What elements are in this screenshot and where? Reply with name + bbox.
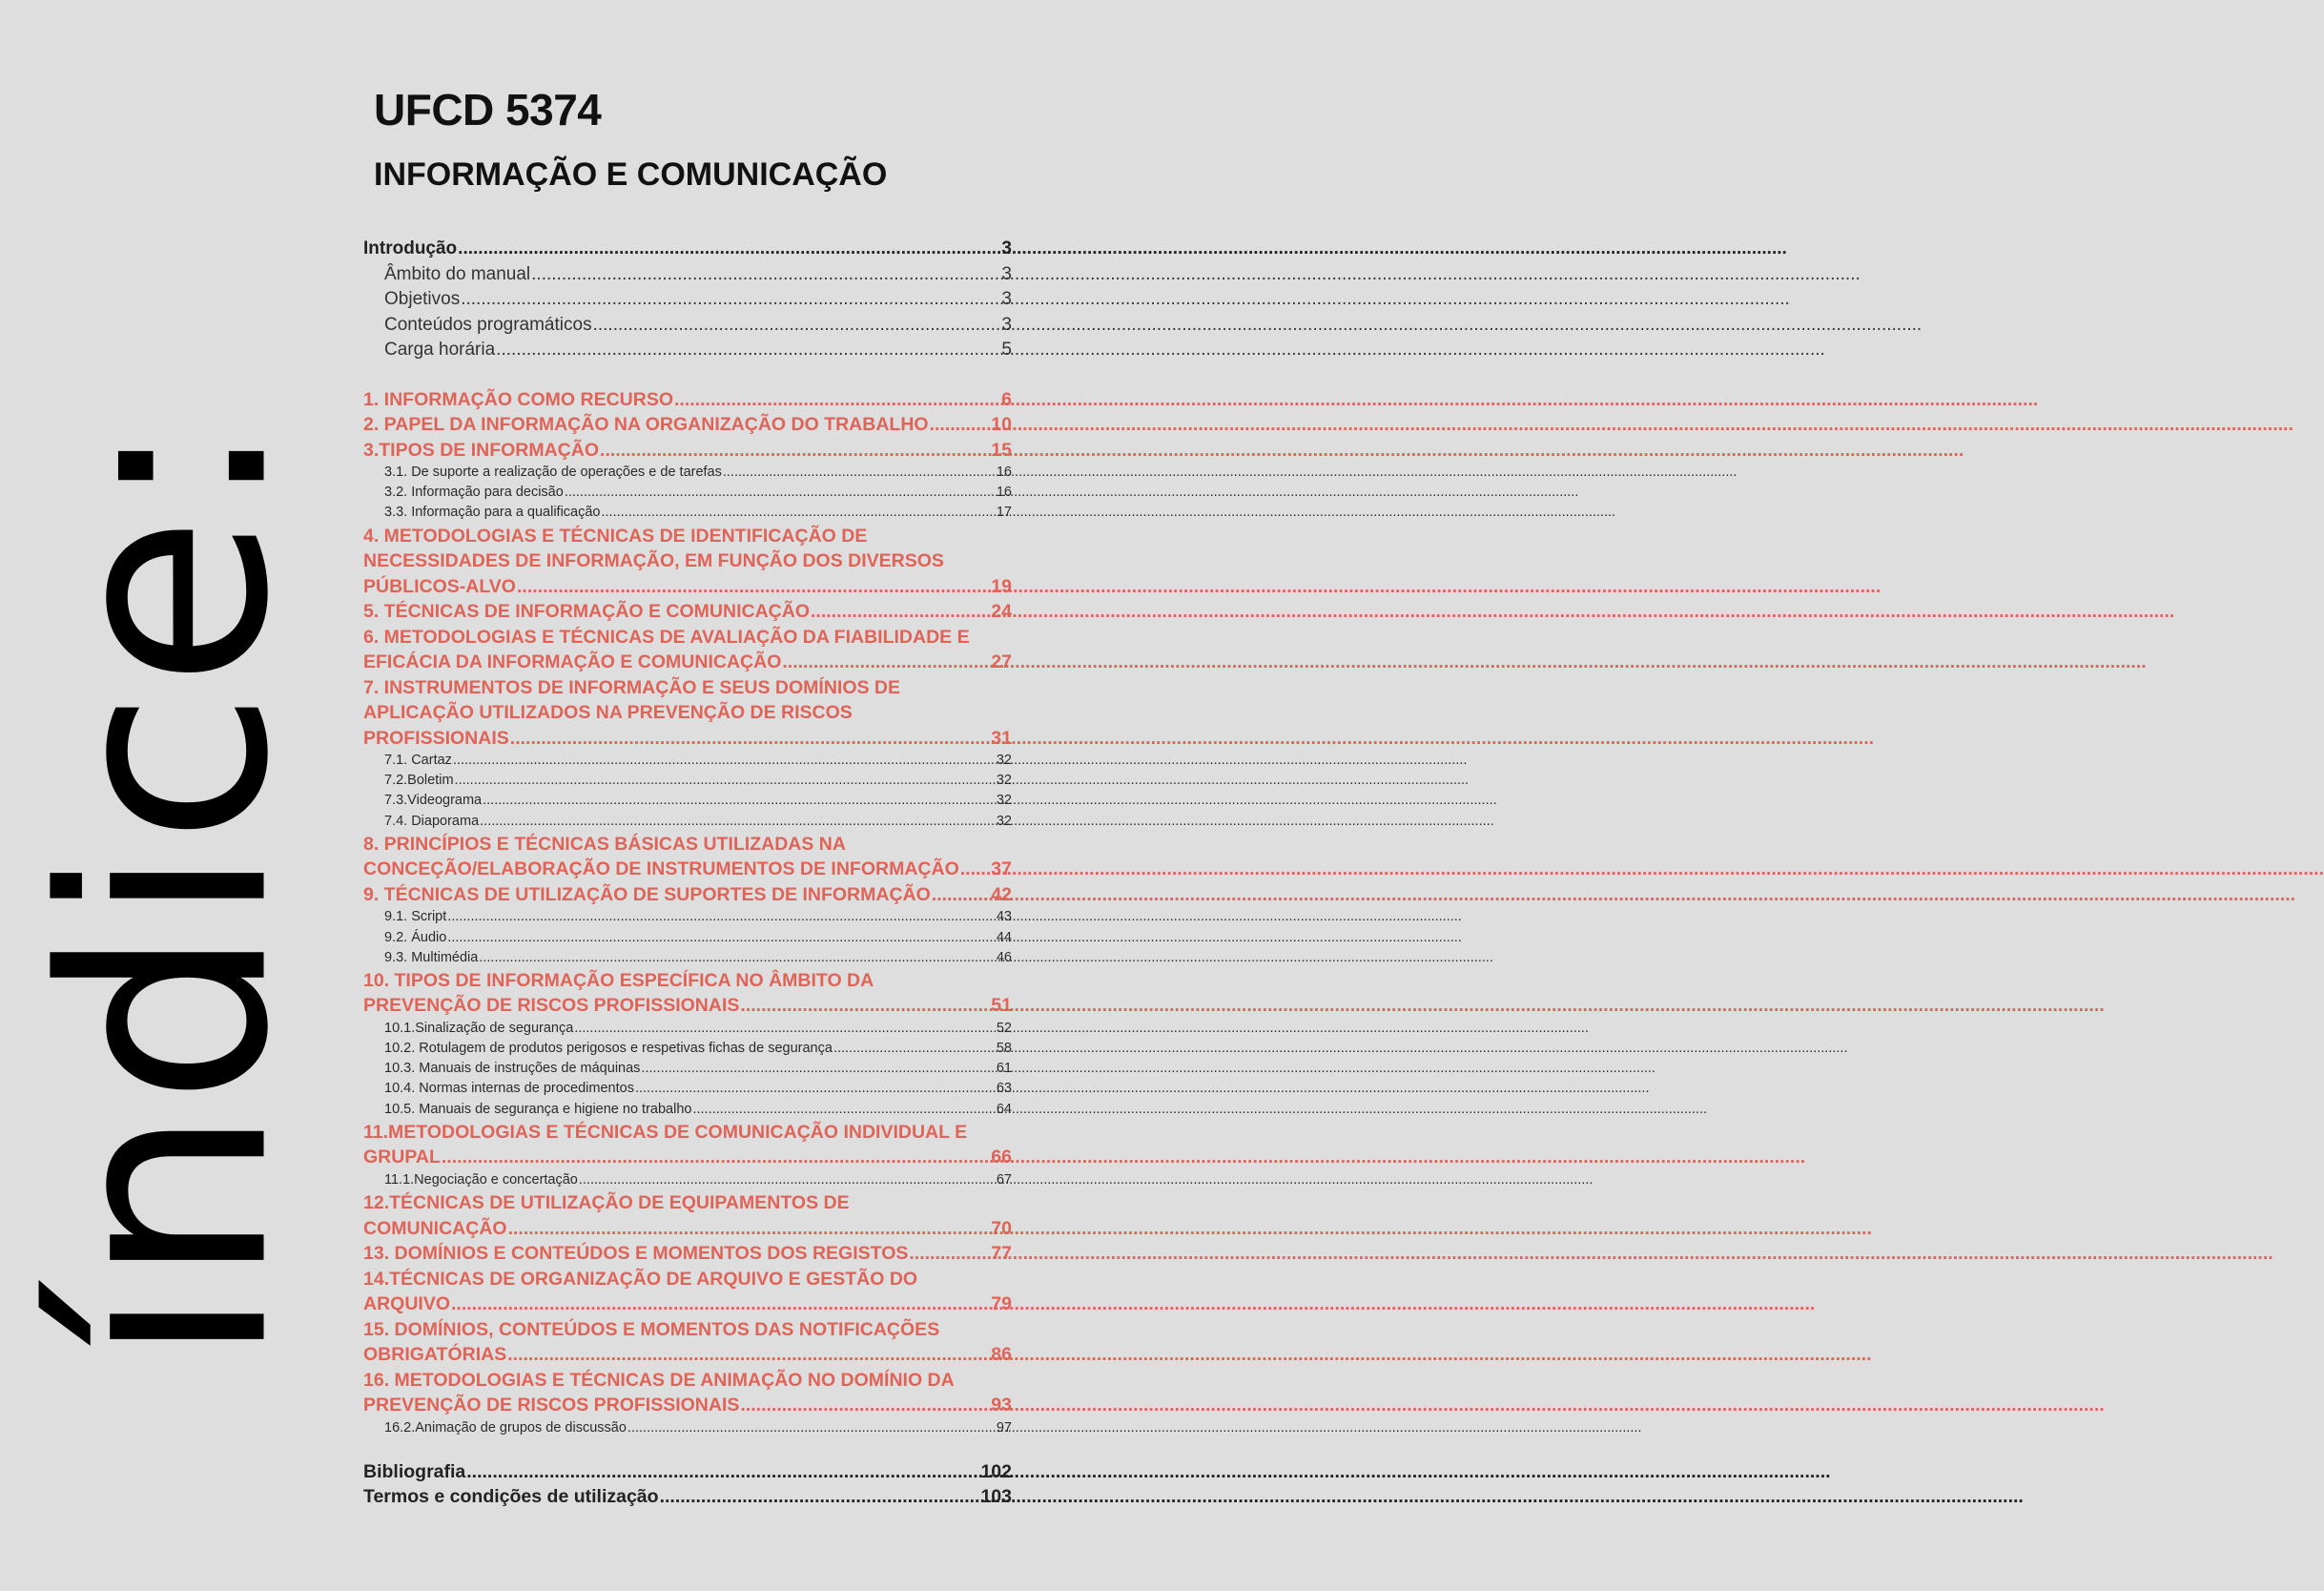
dot-leader <box>627 1418 996 1438</box>
chapter-title-line: 12.TÉCNICAS DE UTILIZAÇÃO DE EQUIPAMENTOS DE <box>363 1192 850 1213</box>
toc-entry-label: 11.1.Negociação e concertação <box>384 1171 578 1188</box>
dot-leader <box>909 1241 990 1267</box>
toc-entry-label: 2. PAPEL DA INFORMAÇÃO NA ORGANIZAÇÃO DO TRABALHO <box>363 414 929 435</box>
toc-entry-label: 3.TIPOS DE INFORMAÇÃO <box>363 439 600 461</box>
chapter-title-row <box>363 1241 1012 1267</box>
toc-entry-label: PREVENÇÃO DE RISCOS PROFISSIONAIS <box>363 1395 740 1415</box>
toc-page-number: 17 <box>996 505 1012 521</box>
toc-entry-label: COMUNICAÇÃO <box>363 1217 507 1239</box>
dot-leader <box>517 574 990 600</box>
toc-page-number: 3 <box>1001 314 1012 335</box>
course-code: UFCD 5374 <box>374 85 602 134</box>
toc-chapter[interactable] <box>363 524 1012 600</box>
toc-page-number: 102 <box>980 1460 1012 1482</box>
chapter-title-row <box>363 438 1012 464</box>
toc-entry-label: Bibliografia <box>363 1460 466 1482</box>
toc-page-number: 70 <box>991 1217 1012 1239</box>
dot-leader <box>574 1019 996 1039</box>
toc-page-number: 77 <box>991 1243 1012 1264</box>
toc-entry-label: GRUPAL <box>363 1147 441 1168</box>
toc-page-number: 58 <box>996 1041 1012 1057</box>
toc-chapter[interactable] <box>363 968 1012 1019</box>
dot-leader <box>442 1145 990 1170</box>
dot-leader <box>600 438 990 464</box>
toc-entry-label: ARQUIVO <box>363 1293 451 1314</box>
dot-leader <box>565 483 996 503</box>
dot-leader <box>496 338 1000 363</box>
toc-page-number: 27 <box>991 651 1012 673</box>
toc-subentry[interactable] <box>363 771 1012 791</box>
dot-leader <box>740 1393 990 1418</box>
toc-subentry[interactable] <box>363 287 1012 313</box>
toc-entry-label: 10.1.Sinalização de segurança <box>384 1020 574 1036</box>
intro-subentries <box>363 262 1012 363</box>
chapter-title-line: 7. INSTRUMENTOS DE INFORMAÇÃO E SEUS DOMÍNIOS DE <box>363 676 901 698</box>
toc-entry-back-matter[interactable] <box>363 1459 1012 1485</box>
toc-page-number: 6 <box>1001 388 1012 410</box>
toc-entry-label: 7.1. Cartaz <box>384 753 452 769</box>
toc-page-number: 19 <box>991 575 1012 597</box>
toc-chapter[interactable] <box>363 387 1012 413</box>
toc-entry-back-matter[interactable] <box>363 1484 1012 1510</box>
toc-page-number: 44 <box>996 929 1012 945</box>
chapter-title-row <box>363 1216 1012 1242</box>
chapter-title-row <box>363 993 1012 1019</box>
dot-leader <box>593 313 1001 339</box>
dot-leader <box>579 1170 996 1190</box>
toc-entry-label: 3.3. Informação para a qualificação <box>384 505 601 521</box>
toc-entry-label: 3.1. De suporte a realização de operações e de tarefas <box>384 465 722 480</box>
toc-chapter[interactable] <box>363 438 1012 464</box>
toc-entry-label: PREVENÇÃO DE RISCOS PROFISSIONAIS <box>363 995 740 1017</box>
toc-entry-label: Carga horária <box>384 340 496 360</box>
toc-entry-label: 9. TÉCNICAS DE UTILIZAÇÃO DE SUPORTES DE INFORMAÇÃO <box>363 883 931 905</box>
toc-entry-label: EFICÁCIA DA INFORMAÇÃO E COMUNICAÇÃO <box>363 651 782 673</box>
toc-subentry[interactable] <box>363 751 1012 771</box>
dot-leader <box>447 907 996 927</box>
toc-entry-label: 7.4. Diaporama <box>384 813 480 829</box>
toc-subentry[interactable] <box>363 812 1012 832</box>
toc-entry-label: 5. TÉCNICAS DE INFORMAÇÃO E COMUNICAÇÃO <box>363 601 811 623</box>
dot-leader <box>674 387 1000 413</box>
toc-subentry[interactable] <box>363 313 1012 339</box>
table-of-contents <box>363 237 1012 1510</box>
dot-leader <box>466 1459 979 1485</box>
toc-subentry[interactable] <box>363 1059 1012 1079</box>
toc-page-number: 32 <box>996 793 1012 809</box>
chapter-title-row <box>363 1291 1012 1317</box>
dot-leader <box>692 1100 995 1120</box>
toc-entry-label: Introdução <box>363 238 458 258</box>
chapter-title-line: APLICAÇÃO UTILIZADOS NA PREVENÇÃO DE RISCOS <box>363 702 853 724</box>
toc-entry-label: Conteúdos programáticos <box>384 314 592 335</box>
toc-chapter[interactable] <box>363 1267 1012 1317</box>
toc-subentry[interactable] <box>363 483 1012 503</box>
dot-leader <box>510 726 991 752</box>
toc-page-number: 97 <box>996 1419 1012 1436</box>
chapter-title-line: 6. METODOLOGIAS E TÉCNICAS DE AVALIAÇÃO DA FIABILIDADE E <box>363 626 970 648</box>
toc-entry-label: PÚBLICOS-ALVO <box>363 575 516 597</box>
toc-chapter[interactable] <box>363 882 1012 908</box>
toc-entry-label: 3.2. Informação para decisão <box>384 485 564 501</box>
dot-leader <box>531 262 1000 288</box>
toc-page-number: 16 <box>996 465 1012 480</box>
toc-page-number: 63 <box>996 1081 1012 1097</box>
chapter-title-line: 14.TÉCNICAS DE ORGANIZAÇÃO DE ARQUIVO E GESTÃO DO <box>363 1268 918 1290</box>
toc-subentry[interactable] <box>363 1019 1012 1039</box>
toc-page-number: 46 <box>996 949 1012 965</box>
toc-entry-label: 16.2.Animação de grupos de discussão <box>384 1419 627 1436</box>
toc-entry-label: Termos e condições de utilização <box>363 1486 659 1508</box>
dot-leader <box>458 237 1000 262</box>
toc-subentry[interactable] <box>363 907 1012 927</box>
dot-leader <box>451 1291 990 1317</box>
dot-leader <box>602 503 996 523</box>
chapter-title-row <box>363 387 1012 413</box>
chapter-title-line: 10. TIPOS DE INFORMAÇÃO ESPECÍFICA NO ÂMBITO DA <box>363 969 874 991</box>
toc-subentry[interactable] <box>363 1418 1012 1438</box>
toc-chapter[interactable] <box>363 1120 1012 1170</box>
toc-entry-label: 13. DOMÍNIOS E CONTEÚDOS E MOMENTOS DOS REGISTOS <box>363 1243 909 1264</box>
toc-entry-label: Âmbito do manual <box>384 263 531 284</box>
toc-page-number: 103 <box>980 1486 1012 1508</box>
toc-chapter[interactable] <box>363 1190 1012 1241</box>
toc-subentry[interactable] <box>363 503 1012 523</box>
chapter-title-row <box>363 726 1012 752</box>
dot-leader <box>480 812 996 832</box>
toc-page-number: 67 <box>996 1171 1012 1188</box>
toc-page-number: 37 <box>991 858 1012 880</box>
toc-entry-label: 10.3. Manuais de instruções de máquinas <box>384 1061 641 1077</box>
toc-subentry[interactable] <box>363 928 1012 948</box>
toc-page-number: 32 <box>996 813 1012 829</box>
index-heading: índice: <box>2 416 331 1366</box>
toc-entry-label: 10.5. Manuais de segurança e higiene no trabalho <box>384 1101 692 1117</box>
toc-page-number: 61 <box>996 1061 1012 1077</box>
toc-page-number: 52 <box>996 1020 1012 1036</box>
toc-chapter[interactable] <box>363 1241 1012 1267</box>
toc-chapter[interactable] <box>363 832 1012 882</box>
toc-entry-label: 7.2.Boletim <box>384 773 454 789</box>
toc-page-number: 10 <box>991 414 1012 435</box>
toc-chapter[interactable] <box>363 1368 1012 1418</box>
chapter-title-line: NECESSIDADES DE INFORMAÇÃO, EM FUNÇÃO DOS DIVERSOS <box>363 550 944 572</box>
toc-page-number: 79 <box>991 1293 1012 1314</box>
chapter-title-row <box>363 882 1012 908</box>
toc-subentry[interactable] <box>363 791 1012 811</box>
chapter-title-row <box>363 599 1012 625</box>
chapter-title-row <box>363 1145 1012 1170</box>
dot-leader <box>455 771 996 791</box>
toc-page-number: 43 <box>996 909 1012 925</box>
dot-leader <box>723 463 996 483</box>
dot-leader <box>782 650 990 675</box>
course-title: INFORMAÇÃO E COMUNICAÇÃO <box>374 156 888 193</box>
toc-page-number: 3 <box>1001 289 1012 309</box>
toc-entry-label: 10.2. Rotulagem de produtos perigosos e respetivas fichas de segurança <box>384 1041 833 1057</box>
dot-leader <box>930 412 991 438</box>
toc-entry-label: 9.3. Multimédia <box>384 949 479 965</box>
toc-subentry[interactable] <box>363 1100 1012 1120</box>
toc-chapter[interactable] <box>363 599 1012 625</box>
toc-subentry[interactable] <box>363 1079 1012 1099</box>
chapter-title-line: 15. DOMÍNIOS, CONTEÚDOS E MOMENTOS DAS NOTIFICAÇÕES <box>363 1318 940 1340</box>
toc-entry-label: 9.2. Áudio <box>384 929 447 945</box>
dot-leader <box>461 287 1000 313</box>
toc-page-number: 3 <box>1001 238 1012 258</box>
toc-subentry[interactable] <box>363 1039 1012 1059</box>
back-matter-list <box>363 1459 1012 1510</box>
chapter-title-row <box>363 1393 1012 1418</box>
toc-page-number: 51 <box>991 995 1012 1017</box>
toc-chapter[interactable] <box>363 625 1012 675</box>
toc-subentry[interactable] <box>363 1170 1012 1190</box>
toc-page-number: 15 <box>991 439 1012 461</box>
chapter-title-row <box>363 412 1012 438</box>
dot-leader <box>508 1216 991 1242</box>
toc-subentry[interactable] <box>363 948 1012 968</box>
toc-page-number: 86 <box>991 1344 1012 1365</box>
dot-leader <box>447 928 996 948</box>
toc-entry-introducao[interactable] <box>363 237 1012 262</box>
section-gap <box>363 363 1012 387</box>
dot-leader <box>660 1484 980 1510</box>
dot-leader <box>479 948 996 968</box>
toc-page-number: 66 <box>991 1147 1012 1168</box>
toc-entry-label: Objetivos <box>384 289 461 309</box>
dot-leader <box>641 1059 995 1079</box>
toc-page-number: 3 <box>1001 263 1012 284</box>
toc-page-number: 42 <box>991 883 1012 905</box>
toc-entry-label: 1. INFORMAÇÃO COMO RECURSO <box>363 388 674 410</box>
chapter-title-row <box>363 1342 1012 1368</box>
toc-page-number: 31 <box>991 727 1012 749</box>
toc-subentry[interactable] <box>363 338 1012 363</box>
chapter-title-row <box>363 574 1012 600</box>
toc-entry-label: 10.4. Normas internas de procedimentos <box>384 1081 634 1097</box>
dot-leader <box>483 791 996 811</box>
toc-subentry[interactable] <box>363 463 1012 483</box>
dot-leader <box>453 751 996 771</box>
chapter-title-line: 16. METODOLOGIAS E TÉCNICAS DE ANIMAÇÃO NO DOMÍNIO DA <box>363 1369 955 1391</box>
toc-page-number: 93 <box>991 1395 1012 1415</box>
dot-leader <box>811 599 990 625</box>
chapter-title-line: 8. PRINCÍPIOS E TÉCNICAS BÁSICAS UTILIZADAS NA <box>363 833 846 855</box>
dot-leader <box>507 1342 990 1368</box>
dot-leader <box>635 1079 996 1099</box>
toc-chapter[interactable] <box>363 675 1012 752</box>
toc-entry-label: PROFISSIONAIS <box>363 727 509 749</box>
dot-leader <box>833 1039 996 1059</box>
toc-entry-label: 9.1. Script <box>384 909 447 925</box>
toc-entry-label: CONCEÇÃO/ELABORAÇÃO DE INSTRUMENTOS DE INFORMAÇÃO <box>363 858 959 880</box>
dot-leader <box>740 993 990 1019</box>
dot-leader <box>932 882 991 908</box>
toc-page-number: 16 <box>996 485 1012 501</box>
toc-chapter[interactable] <box>363 412 1012 438</box>
toc-subentry[interactable] <box>363 262 1012 288</box>
toc-page-number: 64 <box>996 1101 1012 1117</box>
chapter-title-line: 4. METODOLOGIAS E TÉCNICAS DE IDENTIFICAÇÃO DE <box>363 525 868 547</box>
chapter-title-line: 11.METODOLOGIAS E TÉCNICAS DE COMUNICAÇÃO INDIVIDUAL E <box>363 1121 968 1143</box>
chapter-list <box>363 387 1012 1438</box>
toc-entry-label: 7.3.Videograma <box>384 793 483 809</box>
section-gap <box>363 1438 1012 1459</box>
chapter-title-row <box>363 857 1012 882</box>
chapter-title-row <box>363 650 1012 675</box>
toc-chapter[interactable] <box>363 1317 1012 1368</box>
toc-page-number: 32 <box>996 773 1012 789</box>
toc-page-number: 24 <box>991 601 1012 623</box>
dot-leader <box>960 857 991 882</box>
toc-page-number: 32 <box>996 753 1012 769</box>
toc-entry-label: OBRIGATÓRIAS <box>363 1344 507 1365</box>
toc-page-number: 5 <box>1001 340 1012 360</box>
